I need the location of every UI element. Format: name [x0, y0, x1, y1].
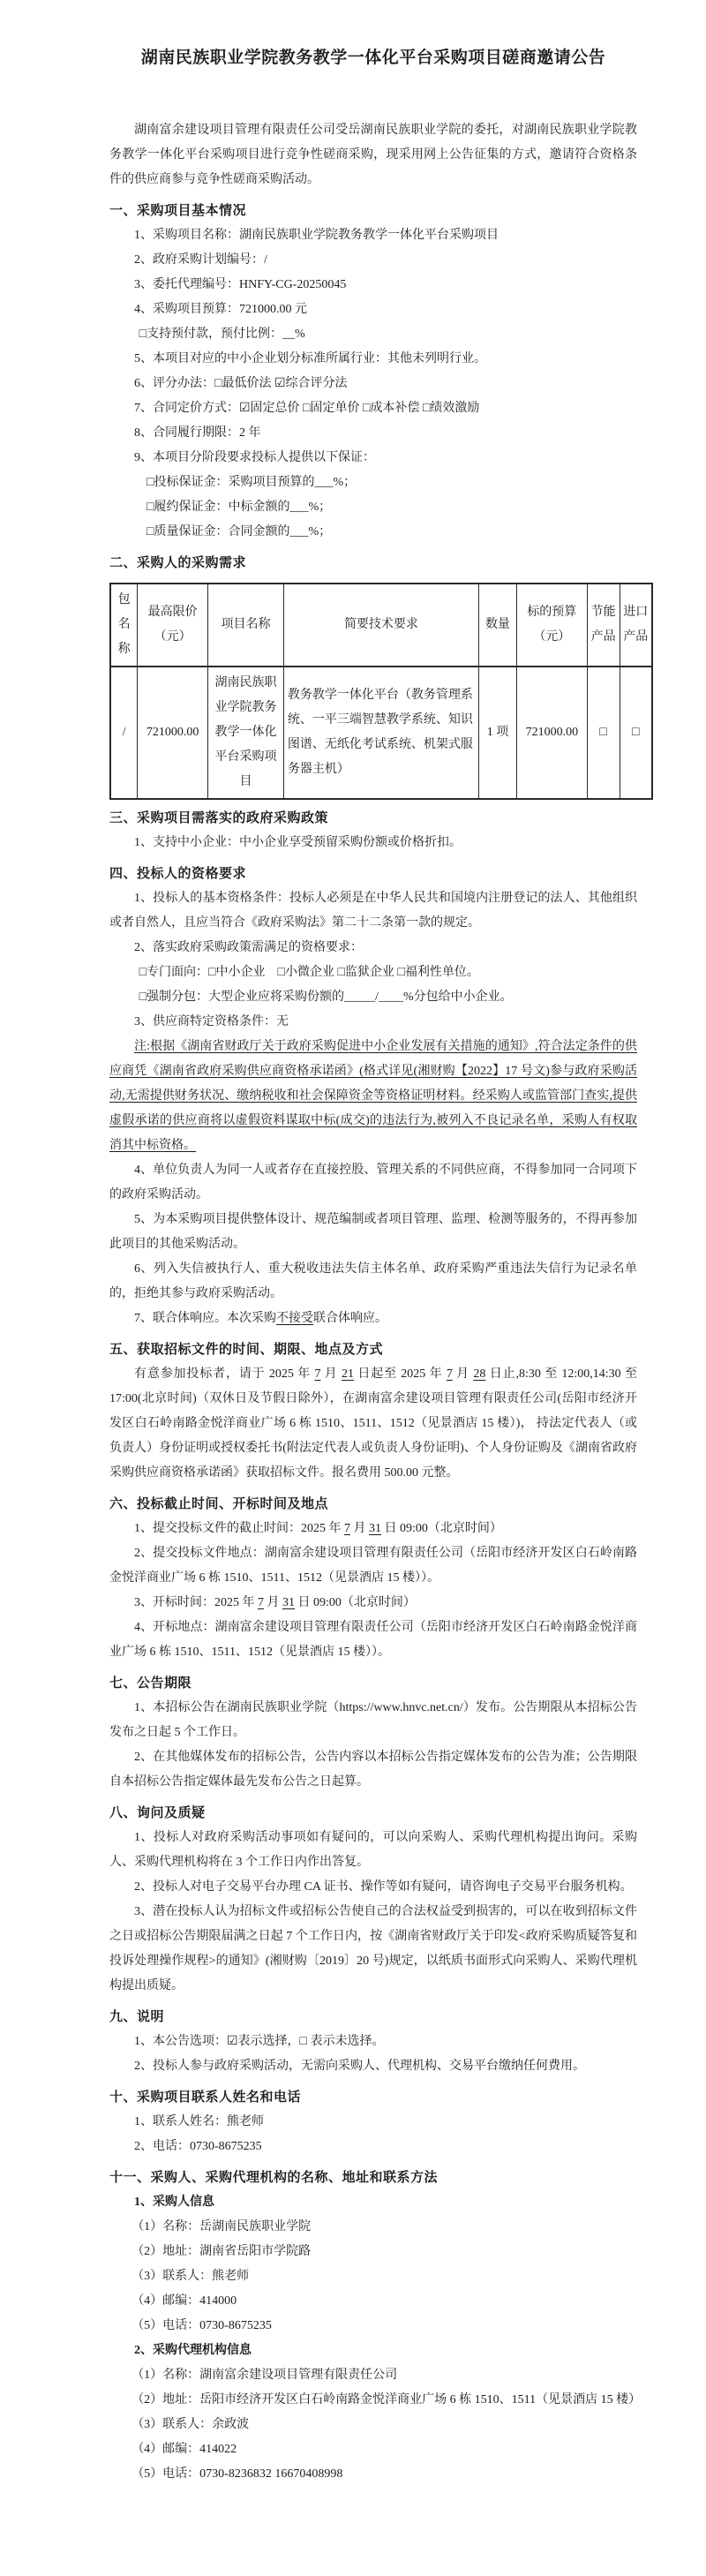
- checkbox-line: [109, 322, 637, 347]
- table-header-cell: 项目名称: [207, 584, 283, 667]
- list-item: [109, 1900, 637, 1999]
- table-header-cell: 数量: [478, 584, 516, 667]
- text-run: 4、单位负责人为同一人或者存在直接控股、管理关系的不同供应商，不得参加同一合同项下的政府采购活动。: [109, 1164, 637, 1201]
- procurement-requirements-table: [109, 583, 653, 800]
- text-run: 2、采购代理机构信息: [134, 2344, 252, 2357]
- text-run: （4）邮编：414022: [131, 2443, 237, 2456]
- guarantee-checkbox-line: [109, 495, 637, 520]
- section-heading: [109, 806, 637, 831]
- list-item: [109, 936, 637, 960]
- section-heading: [109, 1801, 637, 1826]
- text-run: 1、投标人的基本资格条件：投标人必须是在中华人民共和国境内注册登记的法人、其他组织或者自然人，且应当符合《政府采购法》第二十二条第一款的规定。: [109, 892, 637, 930]
- list-item: [109, 273, 637, 298]
- text-run: （5）电话：0730-8675235: [131, 2319, 272, 2332]
- section-heading: [109, 2085, 637, 2110]
- list-item: [109, 298, 637, 322]
- table-cell: 教务教学一体化平台（教务管理系统、一平三端智慧教学系统、知识图谱、无纸化考试系统、机架式服务器主机）: [283, 667, 478, 799]
- text-run: （1）名称：湖南富余建设项目管理有限责任公司: [131, 2369, 398, 2382]
- contact-detail-item: [109, 2314, 637, 2339]
- underlined-text: 7: [314, 1367, 321, 1381]
- text-run: 湖南富余建设项目管理有限责任公司受岳湖南民族职业学院的委托，对湖南民族职业学院教务教学一体化平台采购项目进行竞争性磋商采购，现采用网上公告征集的方式，邀请符合资格条件的供应商参与竞争性磋商采购活动。: [109, 124, 637, 186]
- list-item: [109, 1010, 637, 1035]
- document-body: [109, 118, 649, 2487]
- underlined-text: 不接受: [276, 1312, 313, 1325]
- table-header-cell: 包名称: [110, 584, 138, 667]
- table-header-cell: 简要技术要求: [283, 584, 478, 667]
- text-run: 7、合同定价方式：☑固定总价 □固定单价 □成本补偿 □绩效激励: [134, 402, 480, 415]
- text-run: 4、开标地点：湖南富余建设项目管理有限责任公司（岳阳市经济开发区白石岭南路金悦洋商业广场 6 栋 1510、1511、1512（见景酒店 15 楼））。: [109, 1621, 637, 1659]
- text-run: 九、说明: [109, 2010, 165, 2024]
- text-run: 二、采购人的采购需求: [109, 556, 247, 570]
- text-run: □质量保证金：合同金额的___%；: [146, 525, 332, 539]
- text-run: □专门面向：□中小企业 □小微企业 □监狱企业 □福利性单位。: [139, 966, 479, 979]
- text-run: 2、在其他媒体发布的招标公告，公告内容以本招标公告指定媒体发布的公告为准；公告期限自本招标公告指定媒体最先发布公告之日起算。: [109, 1751, 637, 1789]
- text-run: 1、联系人姓名：熊老师: [134, 2115, 264, 2128]
- table-cell: □: [620, 667, 652, 799]
- list-item: [109, 421, 637, 446]
- section-heading: [109, 2165, 637, 2190]
- list-item: [109, 396, 637, 421]
- checkbox-line: [109, 960, 637, 985]
- list-item: [109, 1826, 637, 1875]
- list-item: [109, 886, 637, 936]
- table-header-cell: 最高限价（元）: [138, 584, 208, 667]
- text-run: （1）名称：岳湖南民族职业学院: [131, 2220, 312, 2233]
- text-run: （3）联系人：熊老师: [131, 2270, 250, 2283]
- intro-paragraph: [109, 118, 637, 192]
- table-cell: □: [587, 667, 620, 799]
- text-run: 十、采购项目联系人姓名和电话: [109, 2090, 302, 2105]
- text-run: 3、潜在投标人认为招标文件或招标公告使自己的合法权益受到损害的，可以在收到招标文件之日或招标公告期限届满之日起 7 个工作日内，按《湖南省财政厅关于印发<政府采购质疑答复和投诉处理操作规程>的通知》(湘财购〔2019〕20 号)规定，以纸质书面形式向采购人、采购代理机构提出质疑。: [109, 1905, 637, 1992]
- text-run: 6、评分办法：□最低价法 ☑综合评分法: [134, 377, 348, 390]
- list-item: [109, 2110, 637, 2135]
- contact-detail-item: [109, 2413, 637, 2437]
- list-item: [109, 1208, 637, 1257]
- text-run: 1、支持中小企业：中小企业享受预留采购份额或价格折扣。: [134, 836, 462, 849]
- table-header-cell: 进口产品: [620, 584, 652, 667]
- text-run: （2）地址：湖南省岳阳市学院路: [131, 2245, 312, 2258]
- underlined-text: 31: [369, 1522, 381, 1535]
- text-run: 七、公告期限: [109, 1676, 192, 1691]
- list-item: [109, 831, 637, 855]
- table-cell: 湖南民族职业学院教务教学一体化平台采购项目: [207, 667, 283, 799]
- underlined-text: 7: [446, 1367, 453, 1381]
- list-item: [109, 248, 637, 273]
- note-paragraph: [109, 1035, 637, 1158]
- text-run: 三、采购项目需落实的政府采购政策: [109, 811, 329, 825]
- text-run: □履约保证金：中标金额的___%；: [146, 501, 332, 514]
- text-run: 联合体响应。: [313, 1312, 387, 1325]
- list-item: [109, 223, 637, 248]
- text-run: □支持预付款，预付比例：__%: [139, 328, 305, 341]
- table-cell: /: [110, 667, 138, 799]
- text-run: 日止,8:30 至 12:00,14:30 至 17:00(北京时间)（双休日及节假日除外），在湖南富余建设项目管理有限责任公司(岳阳市经济开发区白石岭南路金悦洋商业广场 6 栋 1510、1511、1512（见景酒店 15 楼）)， 持法定代表人（或负责人）身份证明或授权委托书(附法定代表人或负责人身份证明)、个人身份证购及《湖南省政府采购供应商资格承诺函》获取招标文件。报名费用 500.00 元整。: [109, 1367, 638, 1480]
- text-run: 1、本公告选项：☑表示选择，□ 表示未选择。: [134, 2035, 385, 2048]
- list-item: [109, 1541, 637, 1591]
- list-item: [109, 2054, 637, 2079]
- contact-detail-item: [109, 2462, 637, 2487]
- text-run: 2、投标人参与政府采购活动，无需向采购人、代理机构、交易平台缴纳任何费用。: [134, 2060, 585, 2073]
- list-item: [109, 1362, 637, 1486]
- text-run: 四、投标人的资格要求: [109, 867, 247, 881]
- list-item: [109, 1158, 637, 1208]
- underlined-text: 31: [282, 1596, 295, 1609]
- table-cell: 721000.00: [138, 667, 208, 799]
- table-cell: 721000.00: [516, 667, 587, 799]
- contact-detail-item: [109, 2264, 637, 2289]
- list-item: [109, 1875, 637, 1900]
- underlined-text: 21: [342, 1367, 354, 1381]
- text-run: 注:根据《湖南省财政厅关于政府采购促进中小企业发展有关措施的通知》,符合法定条件的供应商凭《湖南省政府采购供应商资格承诺函》(格式详见(湘财购【2022】17 号文)参与政府采购活动,无需提供财务状况、缴纳税收和社会保障资金等资格证明材料。经采购人或监管部门查实,提供虚假承诺的供应商将以虚假资料谋取中标(成交)的违法行为,被列入不良记录名单，采购人有权取消其中标资格。: [109, 1040, 637, 1152]
- text-run: （5）电话：0730-8236832 16670408998: [131, 2467, 343, 2481]
- text-run: 8、合同履行期限：2 年: [134, 426, 261, 440]
- text-run: 3、委托代理编号：HNFY-CG-20250045: [134, 278, 347, 291]
- table-header-cell: 节能产品: [587, 584, 620, 667]
- text-run: □强制分包：大型企业应将采购份额的_____/____%分包给中小企业。: [139, 990, 513, 1004]
- text-run: 日起至 2025 年: [354, 1367, 447, 1381]
- text-run: 2、投标人对电子交易平台办理 CA 证书、操作等如有疑问，请咨询电子交易平台服务机构。: [134, 1880, 633, 1894]
- checkbox-line: [109, 985, 637, 1010]
- table-header-cell: 标的预算（元）: [516, 584, 587, 667]
- contact-detail-item: [109, 2215, 637, 2240]
- page-title: 湖南民族职业学院教务教学一体化平台采购项目磋商邀请公告: [140, 49, 606, 67]
- table-row: [110, 667, 652, 799]
- text-run: 3、供应商特定资格条件：无: [134, 1015, 289, 1028]
- text-run: 日 09:00（北京时间）: [295, 1596, 416, 1609]
- text-run: 有意参加投标者，请于 2025 年: [134, 1367, 315, 1381]
- text-run: 日 09:00（北京时间）: [381, 1522, 502, 1535]
- text-run: 十一、采购人、采购代理机构的名称、地址和联系方法: [109, 2171, 439, 2185]
- section-heading: [109, 551, 637, 576]
- list-item: [109, 1696, 637, 1745]
- text-run: 3、开标时间：2025 年: [134, 1596, 258, 1609]
- text-run: 7、联合体响应。本次采购: [134, 1312, 276, 1325]
- text-run: 6、列入失信被执行人、重大税收违法失信主体名单、政府采购严重违法失信行为记录名单的，拒绝其参与政府采购活动。: [109, 1262, 637, 1300]
- text-run: 月: [452, 1367, 474, 1381]
- text-run: 一、采购项目基本情况: [109, 204, 247, 218]
- section-heading: [109, 1671, 637, 1696]
- list-item: [109, 446, 637, 471]
- text-run: 1、采购项目名称：湖南民族职业学院教务教学一体化平台采购项目: [134, 229, 499, 242]
- guarantee-checkbox-line: [109, 471, 637, 495]
- underlined-text: 7: [258, 1596, 264, 1609]
- list-item: [109, 2135, 637, 2159]
- contact-detail-item: [109, 2388, 642, 2413]
- list-item: [109, 1517, 637, 1541]
- section-heading: [109, 2005, 637, 2030]
- list-item: [109, 1616, 637, 1665]
- text-run: □投标保证金：采购项目预算的___%；: [146, 476, 357, 489]
- list-item-bold: [109, 2339, 637, 2363]
- list-item: [109, 347, 637, 372]
- list-item: [109, 1257, 637, 1307]
- text-run: 1、提交投标文件的截止时间：2025 年: [134, 1522, 344, 1535]
- table-cell: 1 项: [478, 667, 516, 799]
- underlined-text: 7: [344, 1522, 350, 1535]
- section-heading: [109, 862, 637, 886]
- text-run: 9、本项目分阶段要求投标人提供以下保证：: [134, 451, 375, 464]
- text-run: 1、采购人信息: [134, 2196, 214, 2209]
- text-run: 月: [320, 1367, 342, 1381]
- text-run: 2、电话：0730-8675235: [134, 2140, 262, 2153]
- list-item: [109, 2030, 637, 2054]
- text-run: 月: [350, 1522, 369, 1535]
- text-run: 1、投标人对政府采购活动事项如有疑问的，可以向采购人、采购代理机构提出询问。采购人、采购代理机构将在 3 个工作日内作出答复。: [109, 1831, 637, 1869]
- text-run: 2、提交投标文件地点：湖南富余建设项目管理有限责任公司（岳阳市经济开发区白石岭南路金悦洋商业广场 6 栋 1510、1511、1512（见景酒店 15 楼））。: [109, 1547, 637, 1585]
- underlined-text: 28: [473, 1367, 486, 1381]
- text-run: 月: [264, 1596, 282, 1609]
- text-run: （2）地址：岳阳市经济开发区白石岭南路金悦洋商业广场 6 栋 1510、1511（见景酒店 15 楼）: [131, 2393, 642, 2407]
- section-heading: [109, 1492, 637, 1517]
- guarantee-checkbox-line: [109, 520, 637, 545]
- list-item-bold: [109, 2190, 637, 2215]
- text-run: （3）联系人：余政波: [131, 2418, 250, 2431]
- text-run: 五、获取招标文件的时间、期限、地点及方式: [109, 1343, 384, 1357]
- text-run: 5、本项目对应的中小企业划分标准所属行业：其他未列明行业。: [134, 352, 486, 365]
- text-run: 2、落实政府采购政策需满足的资格要求：: [134, 941, 363, 954]
- text-run: 1、本招标公告在湖南民族职业学院（https://www.hnvc.net.cn/）发布。公告期限从本招标公告发布之日起 5 个工作日。: [109, 1701, 637, 1739]
- text-run: 5、为本采购项目提供整体设计、规范编制或者项目管理、监理、检测等服务的，不得再参加此项目的其他采购活动。: [109, 1213, 637, 1251]
- text-run: （4）邮编：414000: [131, 2294, 237, 2308]
- contact-detail-item: [109, 2240, 637, 2264]
- section-heading: [109, 199, 637, 223]
- list-item: [109, 372, 637, 396]
- text-run: 4、采购项目预算：721000.00 元: [134, 303, 307, 316]
- section-heading: [109, 1337, 637, 1362]
- contact-detail-item: [109, 2289, 637, 2314]
- list-item: [109, 1745, 637, 1795]
- list-item: [109, 1307, 637, 1331]
- list-item: [109, 1591, 637, 1616]
- text-run: 六、投标截止时间、开标时间及地点: [109, 1497, 329, 1511]
- contact-detail-item: [109, 2437, 637, 2462]
- contact-detail-item: [109, 2363, 637, 2388]
- text-run: 2、政府采购计划编号：/: [134, 253, 267, 267]
- text-run: 八、询问及质疑: [109, 1806, 206, 1820]
